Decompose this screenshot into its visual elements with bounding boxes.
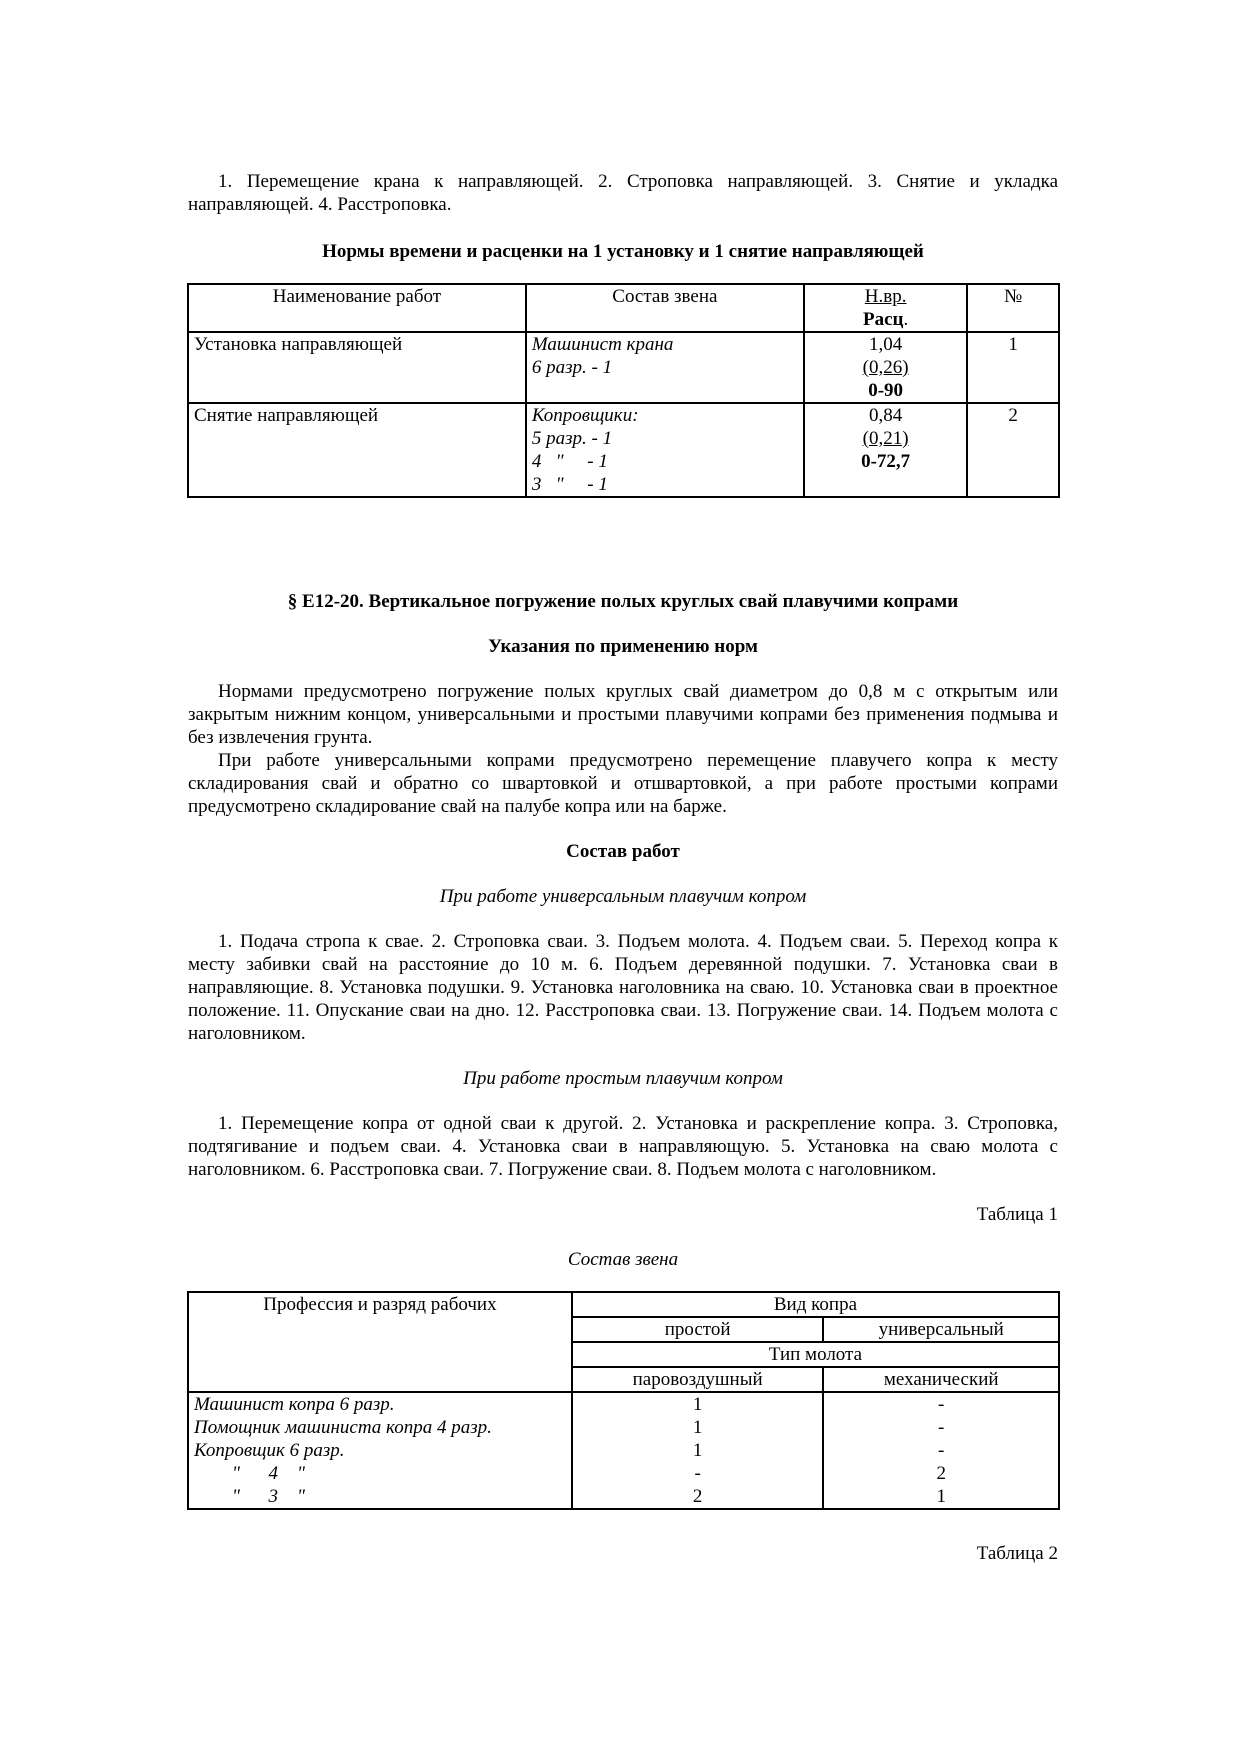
rate-value: 0-90 bbox=[868, 380, 904, 401]
table-header-row bbox=[188, 284, 1059, 332]
header-crew: Состав звена bbox=[526, 284, 804, 332]
universal-value: 1 bbox=[936, 1486, 946, 1507]
document-page bbox=[188, 170, 1058, 1565]
norms-table bbox=[187, 283, 1060, 498]
row2-work: Снятие направляющей bbox=[188, 403, 526, 497]
profession-line: Помощник машиниста копра 4 разр. bbox=[194, 1417, 492, 1438]
simple-value: 1 bbox=[692, 1440, 703, 1461]
crew-table bbox=[187, 1291, 1060, 1510]
simple-operations: 1. Перемещение копра от одной сваи к другой. 2. Установка и раскрепление копра. 3. Строповка, подтягивание и подъем сваи. 4. Установка сваи в направляющую. 5. Установка на сваю молота с наголовником. 6. Расстроповка сваи. 7. Погружение сваи. 8. Подъем молота с наголовником. bbox=[188, 1113, 1058, 1180]
guidance-title: Указания по применению норм bbox=[488, 636, 758, 657]
header-hammer-type: Тип молота bbox=[572, 1342, 1059, 1367]
universal-operations: 1. Подача стропа к свае. 2. Строповка сваи. 3. Подъем молота. 4. Подъем сваи. 5. Переход копра к месту забивки свай на расстояние до 10 м. 6. Подъем деревянной подушки. 7. Установка сваи в направляющие. 8. Установка подушки. 9. Установка наголовника на сваю. 10. Установка сваи в проектное положение. 11. Опускание сваи на дно. 12. Расстроповка сваи. 13. Погружение сваи. 14. Подъем молота с наголовником. bbox=[188, 931, 1058, 1044]
simple-value: 1 bbox=[692, 1417, 703, 1438]
header-norm-time: Н.вр. bbox=[864, 286, 907, 307]
table1-title: Нормы времени и расценки на 1 установку и 1 снятие направляющей bbox=[322, 241, 924, 262]
norm-paren-value: (0,21) bbox=[862, 428, 909, 449]
crew-line: 6 разр. - 1 bbox=[531, 357, 613, 378]
simple-values-cell bbox=[572, 1392, 824, 1509]
universal-value: - bbox=[938, 1440, 945, 1461]
header-profession: Профессия и разряд рабочих bbox=[188, 1292, 572, 1392]
header-simple: простой bbox=[572, 1317, 824, 1342]
table2-label: Таблица 2 bbox=[976, 1543, 1058, 1564]
table1-label: Таблица 1 bbox=[976, 1204, 1058, 1225]
header-norm bbox=[804, 284, 967, 332]
crew-line: Машинист крана bbox=[531, 334, 674, 355]
row1-crew bbox=[526, 332, 804, 403]
norm-paren-value: (0,26) bbox=[862, 357, 909, 378]
profession-line: " 3 " bbox=[194, 1486, 305, 1507]
universal-values-cell bbox=[823, 1392, 1059, 1509]
norm-value: 1,04 bbox=[868, 334, 903, 355]
row2-norm bbox=[804, 403, 967, 497]
simple-value: 1 bbox=[692, 1394, 703, 1415]
header-work: Наименование работ bbox=[188, 284, 526, 332]
universal-subtitle: При работе универсальным плавучим копром bbox=[439, 886, 807, 907]
norm-value: 0,84 bbox=[868, 405, 903, 426]
header-steam-air: паровоздушный bbox=[572, 1367, 824, 1392]
row1-norm bbox=[804, 332, 967, 403]
header-universal: универсальный bbox=[823, 1317, 1059, 1342]
row1-work: Установка направляющей bbox=[188, 332, 526, 403]
header-rate: Расц bbox=[862, 309, 904, 330]
crew-line: 3 " - 1 bbox=[531, 474, 608, 495]
crew-title: Состав звена bbox=[567, 1249, 679, 1270]
crew-line: Копровщики: bbox=[531, 405, 639, 426]
crew-line: 5 разр. - 1 bbox=[531, 428, 613, 449]
simple-value: 2 bbox=[692, 1486, 703, 1507]
header-num: № bbox=[967, 284, 1059, 332]
profession-line: Машинист копра 6 разр. bbox=[194, 1394, 395, 1415]
table-header-row bbox=[188, 1292, 1059, 1317]
header-rate-dot: . bbox=[903, 309, 909, 330]
row2-crew bbox=[526, 403, 804, 497]
universal-value: - bbox=[938, 1394, 945, 1415]
works-title: Состав работ bbox=[566, 841, 680, 862]
table-row bbox=[188, 332, 1059, 403]
guidance-paragraph-2: При работе универсальными копрами предусмотрено перемещение плавучего копра к месту складирования свай и обратно со швартовкой и отшвартовкой, а при работе простыми копрами предусмотрено складирование свай на палубе копра или на барже. bbox=[188, 750, 1058, 817]
rate-value: 0-72,7 bbox=[861, 451, 911, 472]
simple-subtitle: При работе простым плавучим копром bbox=[463, 1068, 783, 1089]
header-mechanical: механический bbox=[823, 1367, 1059, 1392]
profession-cell bbox=[188, 1392, 572, 1509]
profession-line: " 4 " bbox=[194, 1463, 305, 1484]
universal-value: 2 bbox=[936, 1463, 946, 1484]
row2-num: 2 bbox=[967, 403, 1059, 497]
table-body-row bbox=[188, 1392, 1059, 1509]
universal-value: - bbox=[938, 1417, 945, 1438]
section-title: § Е12-20. Вертикальное погружение полых круглых свай плавучими копрами bbox=[287, 591, 959, 612]
table-row bbox=[188, 403, 1059, 497]
crew-line: 4 " - 1 bbox=[531, 451, 608, 472]
profession-line: Копровщик 6 разр. bbox=[194, 1440, 345, 1461]
header-pile-driver-kind: Вид копра bbox=[572, 1292, 1059, 1317]
intro-operations: 1. Перемещение крана к направляющей. 2. Строповка направляющей. 3. Снятие и укладка направляющей. 4. Расстроповка. bbox=[188, 171, 1058, 215]
guidance-paragraph-1: Нормами предусмотрено погружение полых круглых свай диаметром до 0,8 м с открытым или закрытым нижним концом, универсальными и простыми плавучими копрами без применения подмыва и без извлечения грунта. bbox=[188, 681, 1058, 748]
row1-num: 1 bbox=[967, 332, 1059, 403]
simple-value: - bbox=[694, 1463, 701, 1484]
